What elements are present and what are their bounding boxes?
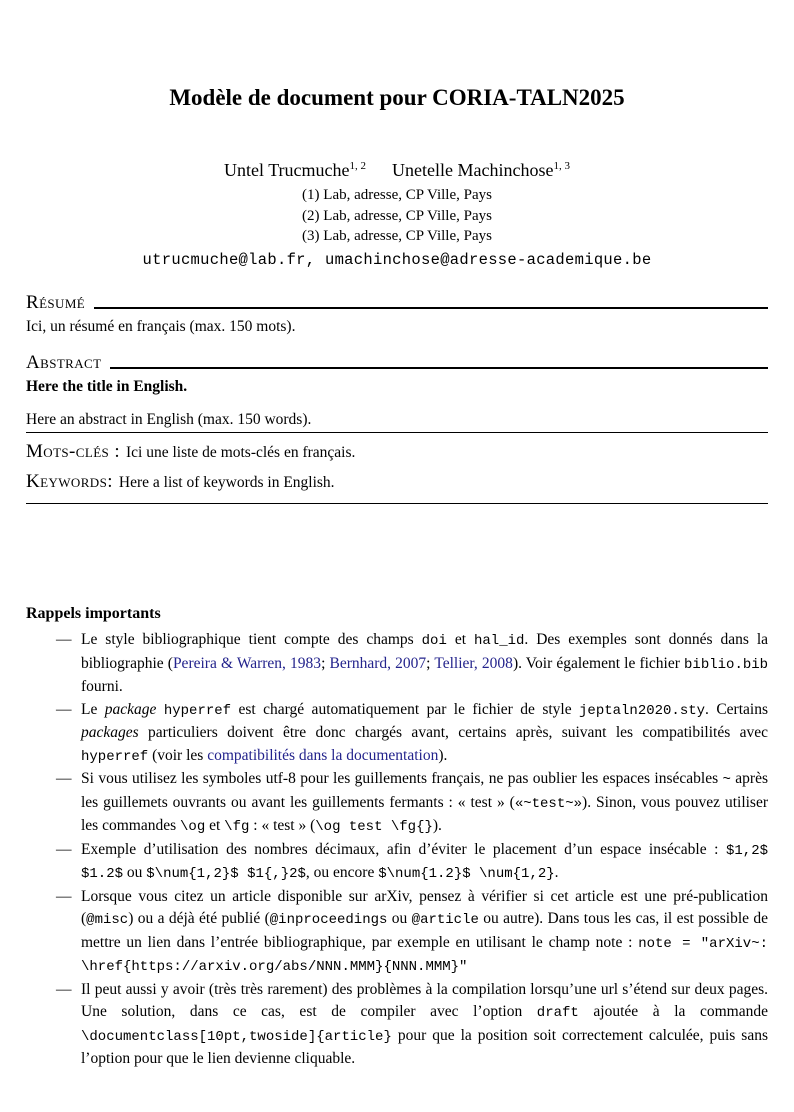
author-affiliation-sup: 1, 3 xyxy=(553,160,570,172)
text-segment: après les guillemets ouvrants ou avant les guillements fermants : « test » ( xyxy=(81,770,769,811)
author-name: Untel Trucmuche xyxy=(224,160,350,180)
text-segment: et xyxy=(205,817,225,835)
dash-marker: — xyxy=(56,840,72,858)
reminder-text xyxy=(81,768,768,839)
paper-title: Modèle de document pour CORIA-TALN2025 xyxy=(169,85,625,110)
inline-code: \og xyxy=(180,819,206,836)
inline-code: biblio.bib xyxy=(684,656,769,673)
reminders-list xyxy=(26,629,768,1071)
resume-label: Résumé xyxy=(26,291,86,313)
reminders-heading: Rappels importants xyxy=(26,605,161,623)
reminder-item xyxy=(26,839,768,886)
reminder-item xyxy=(26,629,768,699)
author-emails: utrucmuche@lab.fr, umachinchose@adresse-academique.be xyxy=(142,250,652,269)
text-segment: Si vous utilisez les symboles utf-8 pour les guillements français, ne pas oublier les espaces insécables xyxy=(81,770,723,788)
inline-code: «~test~» xyxy=(514,795,583,812)
dash-marker: — xyxy=(56,770,72,788)
text-segment: ) ou a déjà été publié ( xyxy=(128,910,270,928)
inline-code: $\num{1.2}$ \num{1,2} xyxy=(378,866,555,883)
inline-code: hyperref xyxy=(81,748,149,765)
reminder-item xyxy=(26,768,768,839)
text-segment: Exemple d’utilisation des nombres décimaux, afin d’éviter le placement d’un espace insécable : xyxy=(81,840,726,858)
resume-section-header xyxy=(26,292,768,314)
reminder-item xyxy=(26,886,768,979)
reminder-text xyxy=(81,699,768,769)
text-segment: ajoutée à la commande xyxy=(578,1003,768,1021)
dash-marker: — xyxy=(56,700,72,718)
text-segment: Le xyxy=(81,700,105,718)
dash-marker: — xyxy=(56,887,72,905)
reminder-text xyxy=(81,629,768,699)
author-name: Unetelle Machinchose xyxy=(392,160,554,180)
inline-code: @misc xyxy=(86,912,129,929)
inline-link[interactable]: compatibilités dans la documentation xyxy=(207,746,439,764)
resume-rule xyxy=(94,307,768,308)
inline-code: note = "arXiv~: \href{https://arxiv.org/abs/NNN.MMM}{NNN.MMM}" xyxy=(81,935,768,976)
reminder-text xyxy=(81,979,768,1071)
reminder-text xyxy=(81,886,768,979)
text-segment: Il peut aussi y avoir (très très rarement) des problèmes à la compilation lorsqu’une url s’étend sur deux pages. Une solution, dans ce cas, est de compiler avec l’option xyxy=(81,980,768,1021)
affiliation-line: (3) Lab, adresse, CP Ville, Pays xyxy=(302,228,492,244)
author-affiliation-sup: 1, 2 xyxy=(349,160,367,172)
inline-code: draft xyxy=(536,1005,579,1022)
text-segment: . Certains xyxy=(705,700,768,718)
inline-link[interactable]: Tellier, 2008 xyxy=(434,654,513,672)
abstract-rule xyxy=(110,367,768,368)
inline-link[interactable]: Bernhard, 2007 xyxy=(329,654,427,672)
text-segment: ). Voir également le fichier xyxy=(512,654,685,672)
dash-marker: — xyxy=(56,980,72,998)
inline-code: \fg xyxy=(224,819,250,836)
text-segment xyxy=(156,701,163,718)
inline-code: hyperref xyxy=(163,702,232,719)
inline-code: ~ xyxy=(722,772,731,789)
reminder-item xyxy=(26,699,768,769)
text-segment: et xyxy=(446,631,474,649)
inline-code: jeptaln2020.sty xyxy=(579,702,706,719)
keywords-text: Here a list of keywords in English. xyxy=(118,473,335,491)
inline-code: hal_id xyxy=(473,633,525,650)
text-segment: ; xyxy=(321,654,330,672)
text-segment: ou xyxy=(123,864,147,882)
text-segment: . xyxy=(554,864,559,882)
text-segment: est chargé automatiquement par le fichier de style xyxy=(231,700,580,718)
text-segment: particuliers doivent être donc chargés avant, certains après, suivant les compatibilités avec xyxy=(138,724,768,742)
abstract-label: Abstract xyxy=(26,351,102,373)
abstract-bottom-rule xyxy=(26,503,768,505)
keywords-line xyxy=(26,471,768,493)
text-segment: Lorsque vous citez un article disponible sur arXiv, pensez à vérifier si cet article est une pré-publication ( xyxy=(81,887,768,928)
motscles-label: Mots-clés : xyxy=(26,440,120,462)
text-segment: ou autre). Dans tous les cas, il est possible de mettre un lien dans l’entrée bibliographique, par exemple en utilisant le champ note : xyxy=(81,910,769,951)
inline-code: @inproceedings xyxy=(269,912,388,929)
affiliations xyxy=(26,185,768,247)
text-segment: . Des exemples sont donnés dans la bibliographie ( xyxy=(81,631,769,672)
inline-code: \og test \fg{} xyxy=(315,819,433,836)
text-segment: ). xyxy=(438,746,448,764)
text-segment: ). Sinon, vous pouvez utiliser les commandes xyxy=(81,793,768,835)
keywords-label: Keywords: xyxy=(26,470,113,492)
reminder-text xyxy=(81,839,768,886)
inline-code: \documentclass[10pt,twoside]{article} xyxy=(81,1028,392,1045)
italic-text: packages xyxy=(81,724,139,742)
inline-link[interactable]: Pereira & Warren, 1983 xyxy=(172,654,322,672)
text-segment: pour que la position soit correctement calculée, puis sans l’option pour que le lien devienne cliquable. xyxy=(81,1026,768,1068)
authors-line xyxy=(26,155,768,181)
inline-code: $1,2$ $1.2$ xyxy=(81,842,768,883)
affiliation-line: (1) Lab, adresse, CP Ville, Pays xyxy=(302,187,492,203)
text-segment: : « test » ( xyxy=(249,817,316,835)
inline-code: $\num{1,2}$ $1{,}2$ xyxy=(146,866,306,883)
text-segment: Le style bibliographique tient compte des champs xyxy=(81,631,422,649)
italic-text: package xyxy=(104,700,157,718)
text-segment: ). xyxy=(432,817,442,835)
dash-marker: — xyxy=(56,631,72,649)
abstract-text: Here an abstract in English (max. 150 words). xyxy=(26,409,768,433)
inline-code: doi xyxy=(421,633,447,650)
reminder-item xyxy=(26,979,768,1071)
abstract-section-header xyxy=(26,352,768,374)
resume-text: Ici, un résumé en français (max. 150 mots). xyxy=(26,317,296,335)
motscles-line xyxy=(26,441,768,463)
inline-code: @article xyxy=(411,912,479,929)
english-title: Here the title in English. xyxy=(26,377,188,395)
motscles-text: Ici une liste de mots-clés en français. xyxy=(126,443,356,461)
text-segment: (voir les xyxy=(148,746,208,764)
text-segment: ; xyxy=(426,654,435,672)
text-segment: fourni. xyxy=(81,678,123,696)
affiliation-line: (2) Lab, adresse, CP Ville, Pays xyxy=(302,207,492,224)
text-segment: , ou encore xyxy=(305,864,379,882)
text-segment: ou xyxy=(387,910,412,928)
